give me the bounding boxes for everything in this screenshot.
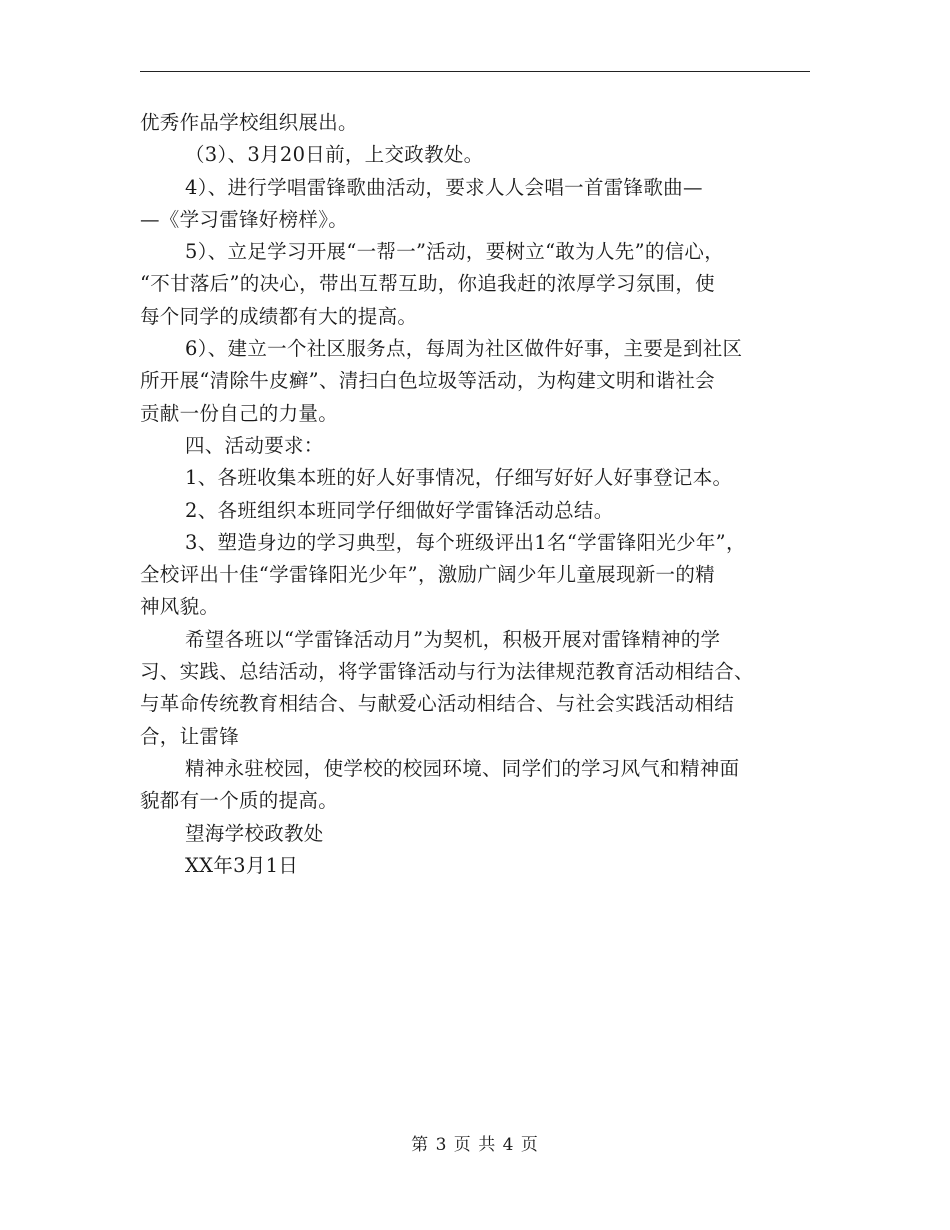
signature-organization: 望海学校政教处 <box>185 821 324 845</box>
text-line: “不甘落后”的决心，带出互帮互助，你追我赶的浓厚学习氛围，使 <box>140 272 715 296</box>
text-line: 貌都有一个质的提高。 <box>140 789 339 813</box>
text-line: 与革命传统教育相结合、与献爱心活动相结合、与社会实践活动相结 <box>140 692 735 716</box>
text-line: —《学习雷锋好榜样》。 <box>140 207 349 231</box>
text-line: 每个同学的成绩都有大的提高。 <box>140 304 418 328</box>
text-line: 神风貌。 <box>140 595 220 619</box>
text-line: 3、塑造身边的学习典型，每个班级评出1名“学雷锋阳光少年”， <box>185 530 746 554</box>
text-line: 6）、建立一个社区服务点，每周为社区做件好事，主要是到社区 <box>185 337 743 361</box>
section-heading: 四、活动要求： <box>185 433 324 457</box>
text-line: 精神永驻校园，使学校的校园环境、同学们的学习风气和精神面 <box>185 756 740 780</box>
text-line: 5）、立足学习开展“一帮一”活动，要树立“敢为人先”的信心， <box>185 240 725 264</box>
header-rule <box>140 71 810 72</box>
signature-date: XX年3月1日 <box>185 853 299 877</box>
text-line: 所开展“清除牛皮癣”、清扫白色垃圾等活动，为构建文明和谐社会 <box>140 369 715 393</box>
text-line: 合，让雷锋 <box>140 724 240 748</box>
text-line: 2、各班组织本班同学仔细做好学雷锋活动总结。 <box>185 498 614 522</box>
text-line: 习、实践、总结活动，将学雷锋活动与行为法律规范教育活动相结合、 <box>140 660 754 684</box>
page-number: 第 3 页 共 4 页 <box>411 1135 539 1155</box>
text-line: 贡献一份自己的力量。 <box>140 401 339 425</box>
text-line: 优秀作品学校组织展出。 <box>140 111 358 134</box>
document-body <box>140 107 820 882</box>
text-line: 1、各班收集本班的好人好事情况，仔细写好好人好事登记本。 <box>185 466 733 490</box>
text-line: 希望各班以“学雷锋活动月”为契机，积极开展对雷锋精神的学 <box>185 627 721 651</box>
text-line: 全校评出十佳“学雷锋阳光少年”，激励广阔少年儿童展现新一的精 <box>140 563 715 587</box>
text-line: 4）、进行学唱雷锋歌曲活动，要求人人会唱一首雷锋歌曲— <box>185 175 703 199</box>
text-line: （3）、3月20日前，上交政教处。 <box>185 143 484 167</box>
